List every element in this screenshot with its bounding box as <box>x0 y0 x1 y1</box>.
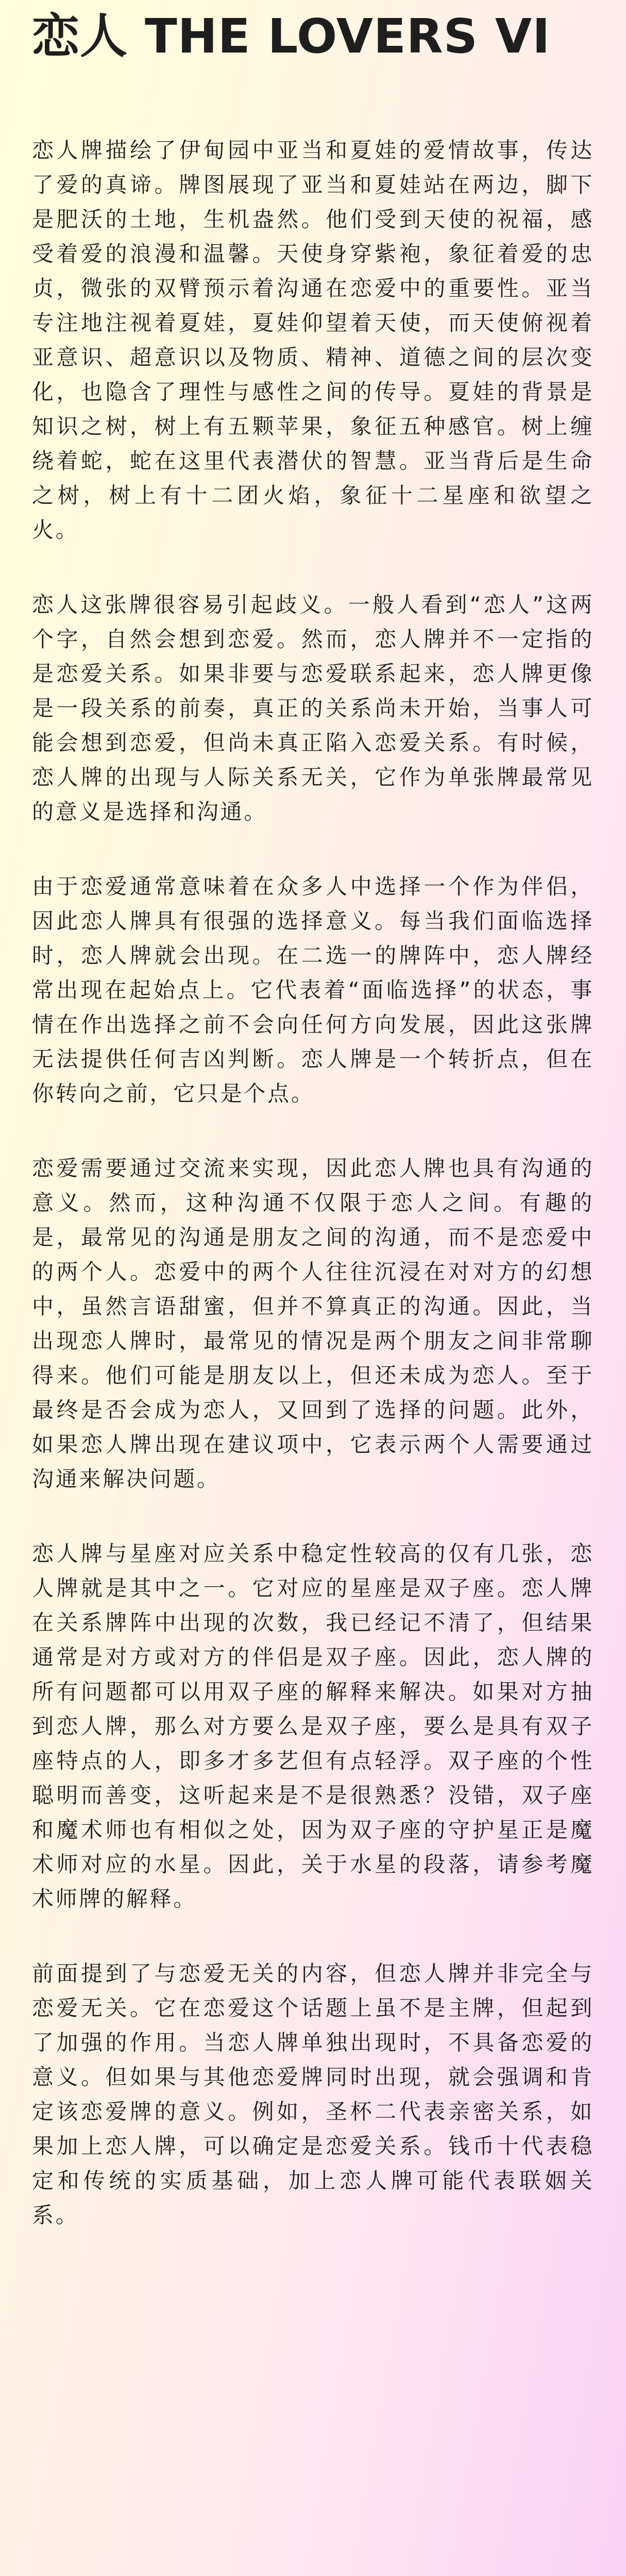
paragraph-communication: 恋爱需要通过交流来实现，因此恋人牌也具有沟通的意义。然而，这种沟通不仅限于恋人之间。有趣的是，最常见的沟通是朋友之间的沟通，而不是恋爱中的两个人。恋爱中的两个人往往沉浸在对对方的幻想中，虽然言语甜蜜，但并不算真正的沟通。因此，当出现恋人牌时，最常见的情况是两个朋友之间非常聊得来。他们可能是朋友以上，但还未成为恋人。至于最终是否会成为恋人，又回到了选择的问题。此外，如果恋人牌出现在建议项中，它表示两个人需要通过沟通来解决问题。 <box>32 1156 594 1492</box>
paragraph-reinforcement: 前面提到了与恋爱无关的内容，但恋人牌并非完全与恋爱无关。它在恋爱这个话题上虽不是主牌，但起到了加强的作用。当恋人牌单独出现时，不具备恋爱的意义。但如果与其他恋爱牌同时出现，就会强调和肯定该恋爱牌的意义。例如，圣杯二代表亲密关系，如果加上恋人牌，可以确定是恋爱关系。钱币十代表稳定和传统的实质基础，加上恋人牌可能代表联姻关系。 <box>32 1961 594 2228</box>
paragraph-card-imagery: 恋人牌描绘了伊甸园中亚当和夏娃的爱情故事，传达了爱的真谛。牌图展现了亚当和夏娃站在两边，脚下是肥沃的土地，生机盎然。他们受到天使的祝福，感受着爱的浪漫和温馨。天使身穿紫袍，象征着爱的忠贞，微张的双臂预示着沟通在恋爱中的重要性。亚当专注地注视着夏娃，夏娃仰望着天使，而天使俯视着亚意识、超意识以及物质、精神、道德之间的层次变化，也隐含了理性与感性之间的传导。夏娃的背景是知识之树，树上有五颗苹果，象征五种感官。树上缠绕着蛇，蛇在这里代表潜伏的智慧。亚当背后是生命之树，树上有十二团火焰，象征十二星座和欲望之火。 <box>32 138 594 543</box>
paragraph-gap <box>32 1916 594 1956</box>
paragraph-gap <box>32 1111 594 1151</box>
paragraph-gap <box>32 1496 594 1536</box>
paragraph-gap <box>32 547 594 587</box>
paragraph-choice: 由于恋爱通常意味着在众多人中选择一个作为伴侣，因此恋人牌具有很强的选择意义。每当我们面临选择时，恋人牌就会出现。在二选一的牌阵中，恋人牌经常出现在起始点上。它代表着“面临选择”的状态，事情在作出选择之前不会向任何方向发展，因此这张牌无法提供任何吉凶判断。恋人牌是一个转折点，但在你转向之前，它只是个点。 <box>32 874 594 1106</box>
paragraph-gap <box>32 829 594 869</box>
paragraph-gemini: 恋人牌与星座对应关系中稳定性较高的仅有几张，恋人牌就是其中之一。它对应的星座是双子座。恋人牌在关系牌阵中出现的次数，我已经记不清了，但结果通常是对方或对方的伴侣是双子座。因此，恋人牌的所有问题都可以用双子座的解释来解决。如果对方抽到恋人牌，那么对方要么是双子座，要么是具有双子座特点的人，即多才多艺但有点轻浮。双子座的个性聪明而善变，这听起来是不是很熟悉？没错，双子座和魔术师也有相似之处，因为双子座的守护星正是魔术师对应的水星。因此，关于水星的段落，请参考魔术师牌的解释。 <box>32 1541 594 1911</box>
paragraph-ambiguity: 恋人这张牌很容易引起歧义。一般人看到“恋人”这两个字，自然会想到恋爱。然而，恋人牌并不一定指的是恋爱关系。如果非要与恋爱联系起来，恋人牌更像是一段关系的前奏，真正的关系尚未开始，当事人可能会想到恋爱，但尚未真正陷入恋爱关系。有时候，恋人牌的出现与人际关系无关，它作为单张牌最常见的意义是选择和沟通。 <box>32 592 594 824</box>
page-title: 恋人 THE LOVERS VI <box>32 9 551 64</box>
